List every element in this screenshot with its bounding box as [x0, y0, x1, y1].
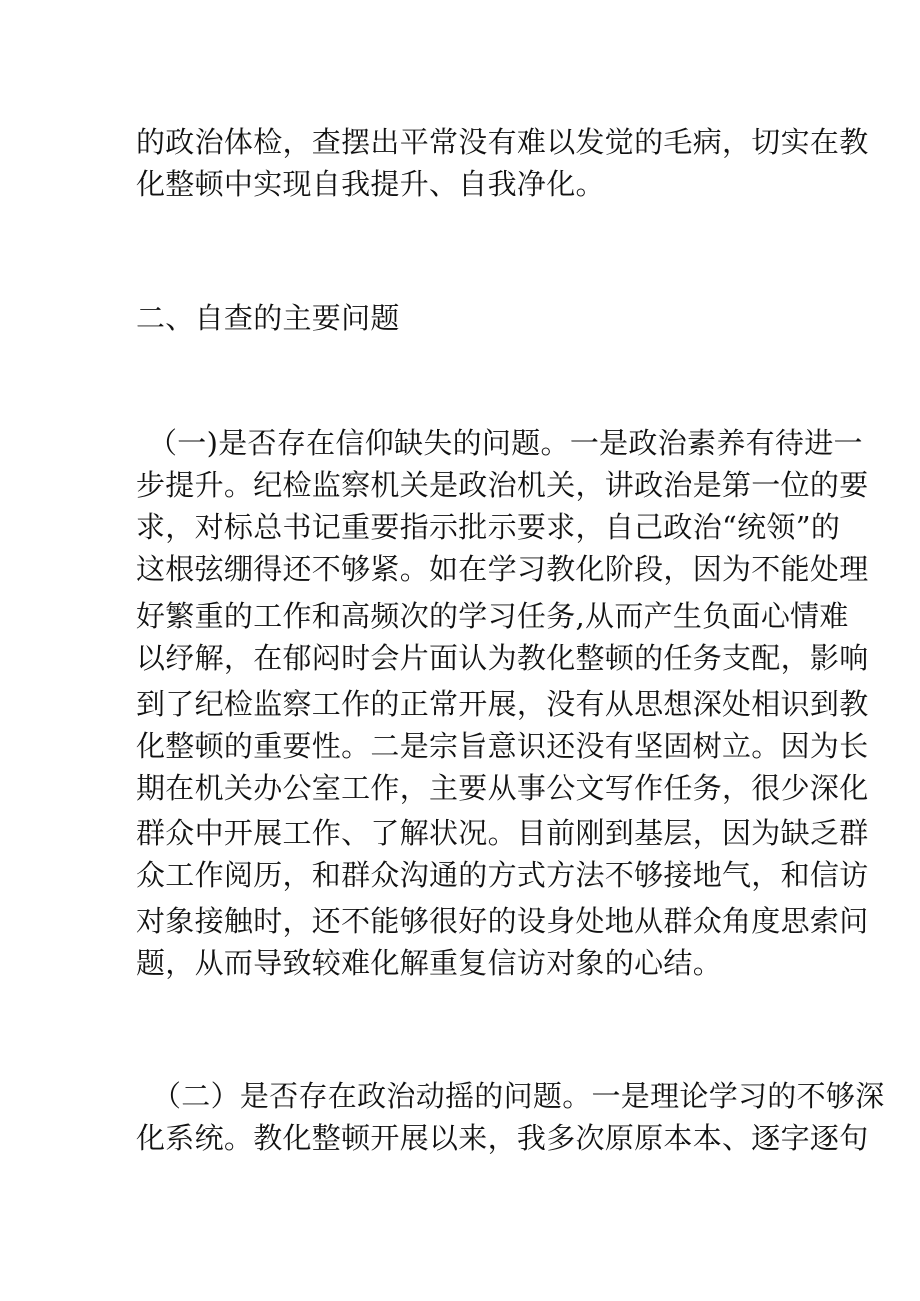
intro-line-1: 的政治体检，查摆出平常没有难以发觉的毛病，切实在教: [136, 125, 869, 159]
section-1-line-5: 好繁重的工作和高频次的学习任务,从而产生负面心情难: [136, 599, 849, 633]
section-1-line-9: 期在机关办公室工作，主要从事公文写作任务，很少深化: [136, 771, 869, 805]
section-1-line-10: 群众中开展工作、了解状况。目前刚到基层，因为缺乏群: [136, 816, 869, 850]
section-1-line-7: 到了纪检监察工作的正常开展，没有从思想深处相识到教: [136, 687, 869, 721]
section-heading: 二、自查的主要问题: [136, 301, 400, 335]
section-1-line-4: 这根弦绷得还不够紧。如在学习教化阶段，因为不能处理: [136, 552, 869, 586]
section-2-line-2: 化系统。教化整顿开展以来，我多次原原本本、逐字逐句: [136, 1121, 869, 1155]
section-1-line-6: 以纾解，在郁闷时会片面认为教化整顿的任务支配，影响: [136, 641, 869, 675]
section-1-line-8: 化整顿的重要性。二是宗旨意识还没有坚固树立。因为长: [136, 729, 869, 763]
section-1-line-11: 众工作阅历，和群众沟通的方式方法不够接地气，和信访: [136, 858, 869, 892]
section-1-line-1: （一)是否存在信仰缺失的问题。一是政治素养有待进一: [148, 426, 863, 460]
section-2-line-1: （二）是否存在政治动摇的问题。一是理论学习的不够深: [152, 1079, 885, 1113]
section-1-line-12: 对象接触时，还不能够很好的设身处地从群众角度思索问: [136, 904, 869, 938]
intro-line-2: 化整顿中实现自我提升、自我净化。: [136, 167, 605, 201]
section-1-line-2: 步提升。纪检监察机关是政治机关，讲政治是第一位的要: [136, 468, 869, 502]
section-1-line-3: 求，对标总书记重要指示批示要求，自己政治“统领”的: [136, 510, 841, 544]
section-1-line-13: 题，从而导致较难化解重复信访对象的心结。: [136, 946, 723, 980]
